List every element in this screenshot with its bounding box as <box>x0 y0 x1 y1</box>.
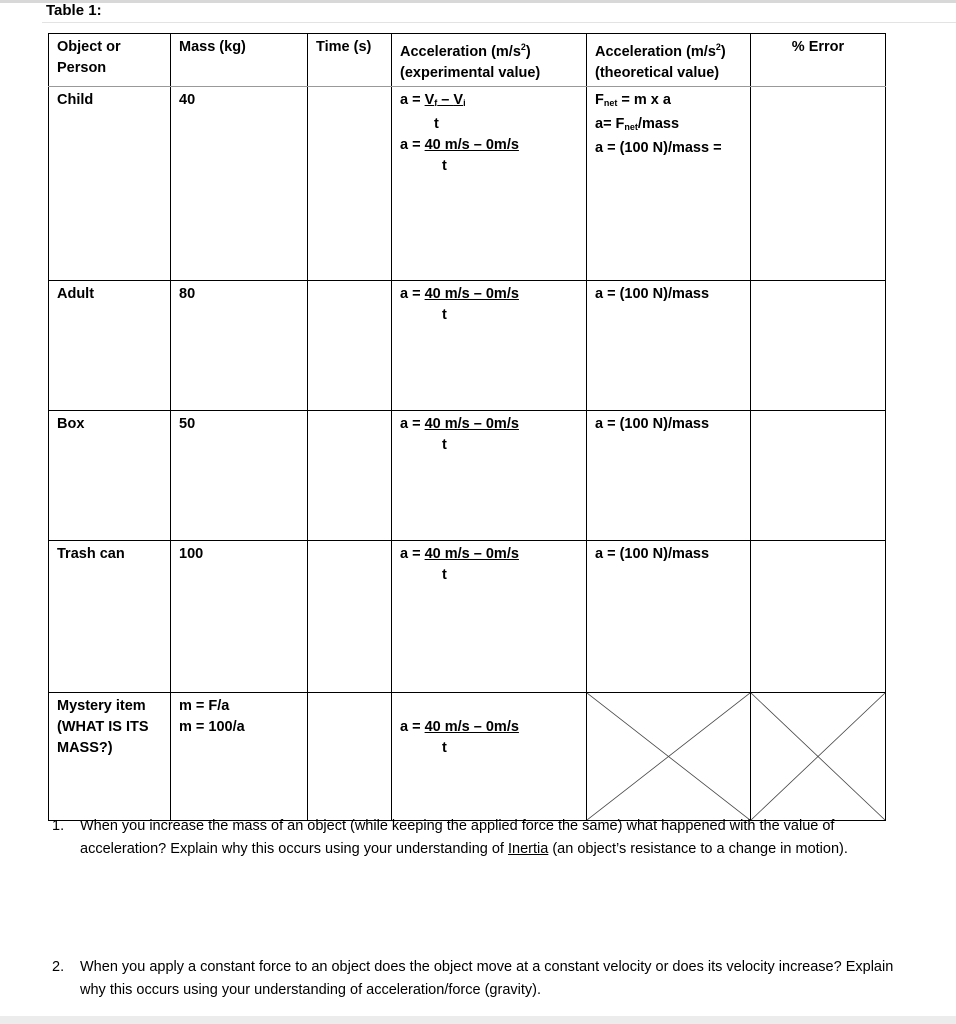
header-acceleration-theoretical: Acceleration $(m/s^2)$ (theoretical value) <box>587 34 751 87</box>
header-mass: Mass (kg) <box>171 34 308 87</box>
cell-acceleration-experimental: a = 40 m/s – 0m/s t <box>392 541 587 693</box>
table-row-adult <box>49 281 886 411</box>
crossed-out-cell <box>587 693 751 821</box>
header-percent-error: % Error <box>751 34 886 87</box>
cell-object: Child <box>49 87 171 281</box>
cell-mass: m = F/a m = 100/a <box>171 693 308 821</box>
table-row-child <box>49 87 886 281</box>
cell-mass: 80 <box>171 281 308 411</box>
cell-acceleration-experimental: a = 40 m/s – 0m/s t <box>392 411 587 541</box>
cell-acceleration-experimental: a = 40 m/s – 0m/s t <box>392 281 587 411</box>
title-divider <box>42 22 956 23</box>
cell-object: Trash can <box>49 541 171 693</box>
table-row-trash-can <box>49 541 886 693</box>
data-table <box>48 33 886 821</box>
table-title: Table 1: <box>46 2 102 19</box>
cell-mass: 40 <box>171 87 308 281</box>
cell-percent-error[interactable] <box>751 411 886 541</box>
cell-acceleration-theoretical: a = (100 N)/mass <box>587 281 751 411</box>
cell-percent-error[interactable] <box>751 281 886 411</box>
bottom-border <box>0 1016 956 1024</box>
header-acceleration-experimental: Acceleration $(m/s^2)$ (experimental value) <box>392 34 587 87</box>
question-1: 1. When you increase the mass of an object (while keeping the applied force the same) what happened with the value of acceleration? Explain why this occurs using your understanding of Inertia (an object’s resistance to a change in motion). <box>52 815 912 861</box>
top-border <box>0 0 956 3</box>
cell-object: Adult <box>49 281 171 411</box>
cell-time[interactable] <box>308 541 392 693</box>
cell-object: Mystery item (WHAT IS ITS MASS?) <box>49 693 171 821</box>
header-row <box>49 34 886 87</box>
cell-acceleration-theoretical: a = (100 N)/mass <box>587 541 751 693</box>
cell-acceleration-theoretical: $F_{net} = m$ x a $a= F_{net}$/mass a = (100 N)/mass = <box>587 87 751 281</box>
header-object: Object or Person <box>49 34 171 87</box>
cell-time[interactable] <box>308 281 392 411</box>
question-2: 2. When you apply a constant force to an object does the object move at a constant velocity or does its velocity increase? Explain why this occurs using your understanding of acceleration/force (gravity). <box>52 956 912 1002</box>
cell-time[interactable] <box>308 411 392 541</box>
cell-mass: 50 <box>171 411 308 541</box>
question-1-text: When you increase the mass of an object (while keeping the applied force the same) what happened with the value of acceleration? Explain why this occurs using your understanding of Inertia (an object’s resistance to a change in motion). <box>80 818 848 857</box>
cell-percent-error[interactable] <box>751 541 886 693</box>
cell-acceleration-experimental: $a = V_f - V_i$ t a = 40 m/s – 0m/s t <box>392 87 587 281</box>
cell-percent-error[interactable] <box>751 87 886 281</box>
header-time: Time (s) <box>308 34 392 87</box>
cell-mass: 100 <box>171 541 308 693</box>
table-row-mystery-item <box>49 693 886 821</box>
crossed-out-cell <box>751 693 886 821</box>
cell-time[interactable] <box>308 87 392 281</box>
table-row-box <box>49 411 886 541</box>
inertia-term: Inertia <box>508 841 549 857</box>
cross-mark-icon <box>751 693 885 820</box>
question-2-text: When you apply a constant force to an object does the object move at a constant velocity or does its velocity increase? Explain why this occurs using your understanding of acceleration/force (gravity). <box>80 959 894 998</box>
cross-mark-icon <box>587 693 750 820</box>
cell-time[interactable] <box>308 693 392 821</box>
cell-acceleration-theoretical: a = (100 N)/mass <box>587 411 751 541</box>
cell-object: Box <box>49 411 171 541</box>
cell-acceleration-experimental: a = 40 m/s – 0m/s t <box>392 693 587 821</box>
